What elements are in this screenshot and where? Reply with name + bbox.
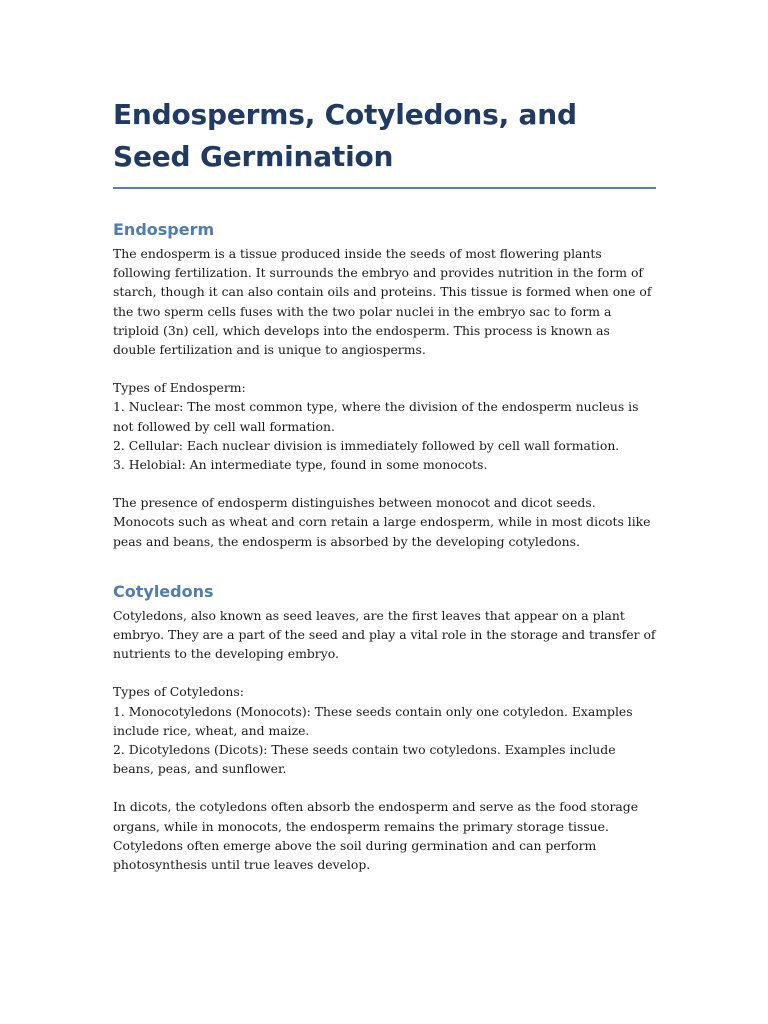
cotyledons-intro-paragraph: Cotyledons, also known as seed leaves, are the first leaves that appear on a plant embryo. They are a part of the seed and play a vital role in the storage and transfer of nutrients to the developing embryo. (113, 607, 656, 662)
endosperm-types-items (113, 397, 656, 474)
cotyledons-closing-paragraph: In dicots, the cotyledons often absorb the endosperm and serve as the food storage organs, while in monocots, the endosperm remains the primary storage tissue. Cotyledons often emerge above the soil during germination and can perform photosynthesis until true leaves develop. (113, 799, 639, 873)
section-cotyledons (113, 581, 656, 874)
list-item: 1. Monocotyledons (Monocots): These seeds contain only one cotyledon. Examples include rice, wheat, and maize. (113, 703, 633, 738)
section-endosperm (113, 219, 656, 551)
endosperm-types-list (113, 378, 656, 474)
list-item: 1. Nuclear: The most common type, where the division of the endosperm nucleus is not followed by cell wall formation. (113, 399, 639, 434)
section-heading-endosperm: Endosperm (113, 220, 215, 239)
list-item: 2. Cellular: Each nuclear division is immediately followed by cell wall formation. (113, 437, 620, 453)
document-title: Endosperms, Cotyledons, and Seed Germination (113, 94, 656, 189)
list-item: 2. Dicotyledons (Dicots): These seeds contain two cotyledons. Examples include beans, peas, and sunflower. (113, 742, 616, 777)
cotyledons-types-label: Types of Cotyledons: (113, 684, 244, 700)
cotyledons-types-list (113, 682, 656, 778)
section-heading-cotyledons: Cotyledons (113, 581, 214, 601)
endosperm-types-label: Types of Endosperm: (113, 380, 246, 396)
endosperm-closing-paragraph: The presence of endosperm distinguishes between monocot and dicot seeds. Monocots such as wheat and corn retain a large endosperm, while in most dicots like peas and beans, the endosperm is absorbed by the developing cotyledons. (113, 495, 651, 549)
cotyledons-types-items (113, 702, 656, 779)
document-page (113, 94, 656, 893)
endosperm-intro-paragraph: The endosperm is a tissue produced inside the seeds of most flowering plants following fertilization. It surrounds the embryo and provides nutrition in the form of starch, though it can also contain oils and proteins. This tissue is formed when one of the two sperm cells fuses with the two polar nuclei in the embryo sac to form a triploid (3n) cell, which develops into the endosperm. This process is known as double fertilization and is unique to angiosperms. (113, 246, 652, 358)
list-item: 3. Helobial: An intermediate type, found in some monocots. (113, 457, 488, 473)
